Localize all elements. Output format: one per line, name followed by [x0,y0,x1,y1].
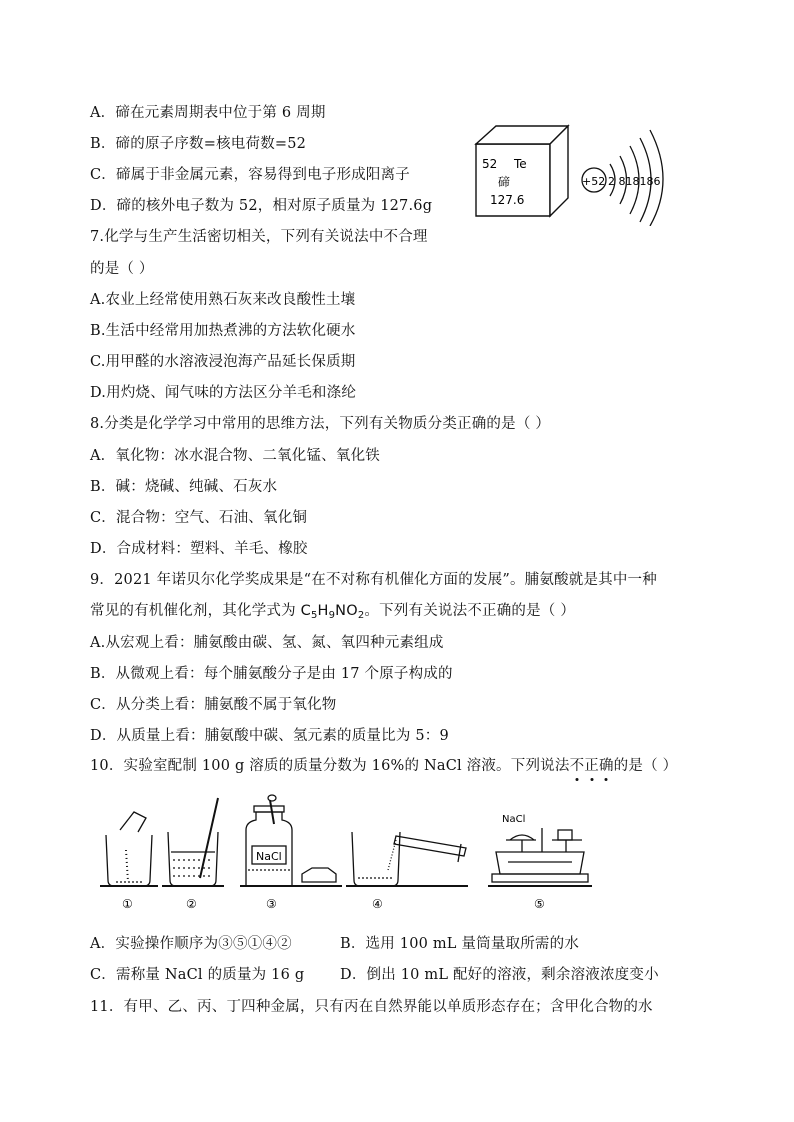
formula-h: H [317,603,329,619]
q10-stem-pre: 10．实验室配制 100 g 溶质的质量分数为 16%的 NaCl 溶液。下列说法 [90,758,570,774]
periodic-table-cell [476,126,568,216]
q9-option-c: C．从分类上看：脯氨酸不属于氧化物 [90,697,337,713]
step-number-1: ① [122,897,133,911]
balance-label: NaCl [502,814,526,825]
q7-option-d: D.用灼烧、闻气味的方法区分羊毛和涤纶 [90,385,357,401]
q11-stem: 11．有甲、乙、丙、丁四种金属，只有丙在自然界能以单质形态存在；含甲化合物的水 [90,999,653,1015]
q7-stem-line2: 的是（ ） [90,261,154,277]
element-number: 52 [482,157,498,171]
formula-no: NO [335,603,358,619]
q10-stem-post: 的是（ ） [613,758,678,774]
atom-shells: 2 818186 [608,175,661,188]
bottle-label: NaCl [256,850,282,863]
q8-option-b: B．碱：烧碱、纯碱、石灰水 [90,479,278,495]
q10-stem [90,757,677,775]
atom-nucleus: +52 [582,175,606,188]
q6-option-c: C．碲属于非金属元素，容易得到电子形成阳离子 [90,167,410,183]
emphasis-char-2: 正 [584,758,599,774]
q7-option-c: C.用甲醛的水溶液浸泡海产品延长保质期 [90,354,356,370]
emphasis-char-1: 不 [569,758,585,774]
q6-option-a: A．碲在元素周期表中位于第 6 周期 [90,105,326,121]
step-number-5: ⑤ [534,897,545,911]
formula-c: C [300,603,311,619]
q9-option-a: A.从宏观上看：脯氨酸由碳、氢、氮、氧四种元素组成 [90,635,444,651]
q10-option-c: C．需称量 NaCl 的质量为 16 g [90,967,305,983]
q7-stem-line1: 7.化学与生产生活密切相关，下列有关说法中不合理 [90,229,428,245]
formula-c-count: 5 [310,610,318,621]
q8-stem: 8.分类是化学学习中常用的思维方法，下列有关物质分类正确的是（ ） [90,416,551,432]
element-symbol: Te [514,157,527,171]
element-mass: 127.6 [490,193,525,207]
emphasis-char-3: 确 [598,758,614,774]
step4-pour-cylinder [346,832,468,886]
q10-option-d: D．倒出 10 mL 配好的溶液，剩余溶液浓度变小 [340,967,659,983]
step-number-2: ② [186,897,197,911]
q9-stem-pre: 常见的有机催化剂，其化学式为 [90,603,301,619]
q8-option-a: A．氧化物：冰水混合物、二氧化锰、氧化铁 [90,448,380,464]
q8-option-d: D．合成材料：塑料、羊毛、橡胶 [90,541,308,557]
step-number-3: ③ [266,897,277,911]
experiment-figure [96,790,596,920]
q7-option-b: B.生活中经常用加热煮沸的方法软化硬水 [90,323,356,339]
step3-reagent-bottle [240,795,342,886]
q10-option-b: B．选用 100 mL 量筒量取所需的水 [340,936,580,952]
q8-option-c: C．混合物：空气、石油、氧化铜 [90,510,308,526]
q9-option-b: B．从微观上看：每个脯氨酸分子是由 17 个原子构成的 [90,666,453,682]
formula-h-count: 9 [328,610,336,621]
step5-balance [488,828,592,886]
q6-option-d: D．碲的核外电子数为 52，相对原子质量为 127.6g [90,198,433,214]
q10-option-a: A．实验操作顺序为③⑤①④② [90,936,292,952]
step1-pour-solid [100,812,158,886]
tellurium-figure [470,118,710,226]
q9-stem-line1: 9．2021 年诺贝尔化学奖成果是“在不对称有机催化方面的发展”。脯氨酸就是其中一种 [90,572,657,588]
formula-o-count: 2 [357,610,365,621]
q9-stem-post: 。下列有关说法不正确的是（ ） [364,603,576,619]
q6-option-b: B．碲的原子序数=核电荷数=52 [90,136,307,152]
q9-stem-line2 [90,602,575,625]
q9-option-d: D．从质量上看：脯氨酸中碳、氢元素的质量比为 5：9 [90,728,449,744]
formula [301,603,365,619]
step2-stir [162,798,224,886]
q7-option-a: A.农业上经常使用熟石灰来改良酸性土壤 [90,292,356,308]
step-number-4: ④ [372,897,383,911]
element-name: 碲 [498,175,511,189]
